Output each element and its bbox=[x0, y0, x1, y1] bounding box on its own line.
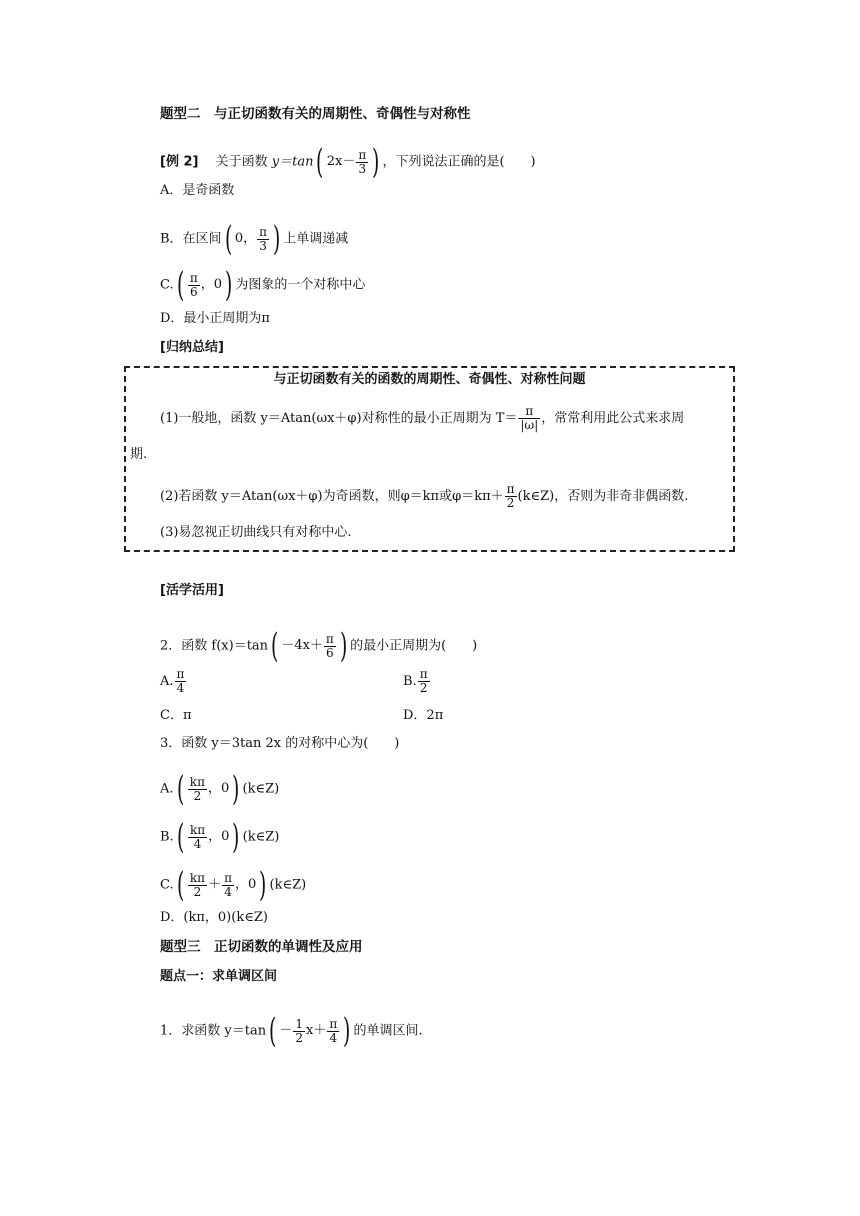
opt-c-pre: C. bbox=[160, 277, 174, 293]
plus: ＋ bbox=[208, 877, 222, 892]
num: π bbox=[325, 631, 334, 646]
zero: ，0 bbox=[207, 781, 230, 796]
num: π bbox=[506, 482, 515, 496]
q3-option-a bbox=[160, 769, 280, 809]
summary-point-1-cont: 期. bbox=[130, 447, 148, 462]
zero: ，0 bbox=[200, 277, 223, 292]
den: 4 bbox=[188, 837, 207, 851]
den: 3 bbox=[257, 239, 269, 253]
k-in-z: (k∈Z) bbox=[242, 829, 280, 845]
q2-option-c: C．π bbox=[160, 708, 192, 723]
fraction bbox=[188, 776, 207, 803]
q3-option-d: D．(kπ，0)(k∈Z) bbox=[160, 910, 268, 925]
fraction bbox=[356, 149, 368, 176]
option-c bbox=[160, 265, 366, 305]
den: 2 bbox=[295, 1030, 304, 1045]
fraction bbox=[188, 272, 200, 299]
num: 1 bbox=[295, 1016, 304, 1031]
den: 6 bbox=[188, 285, 200, 299]
q3-option-b bbox=[160, 817, 280, 857]
fraction bbox=[188, 824, 207, 851]
q2-option-a bbox=[160, 668, 187, 695]
fraction bbox=[327, 1018, 339, 1045]
fraction bbox=[518, 405, 540, 432]
minus: － bbox=[279, 1023, 293, 1038]
den: 3 bbox=[356, 162, 368, 176]
opt-label: C. bbox=[160, 877, 174, 893]
paren-expr: ( $\frac{k\pi}{2}$ ，0 ) bbox=[176, 769, 240, 809]
zero: ，0 bbox=[208, 829, 230, 844]
fraction bbox=[222, 872, 234, 899]
num: kπ bbox=[189, 774, 205, 789]
den: 4 bbox=[175, 681, 187, 695]
q3-option-c bbox=[160, 865, 307, 905]
opt-label: B. bbox=[403, 674, 417, 689]
summary-label: [归纳总结] bbox=[160, 340, 224, 355]
x-plus: x＋ bbox=[306, 1023, 327, 1038]
arg: 2x－ bbox=[326, 154, 356, 169]
opt-label: B. bbox=[160, 829, 174, 845]
option-b bbox=[160, 219, 349, 259]
num: π bbox=[224, 870, 232, 885]
q1-post: 的单调区间. bbox=[353, 1023, 423, 1039]
arg: －4x＋ bbox=[281, 638, 323, 653]
fraction bbox=[257, 226, 269, 253]
paren-expr: ( －4x＋ $\frac{\pi}{6}$ ) bbox=[271, 626, 348, 666]
num: π bbox=[525, 404, 534, 418]
opt-label: A. bbox=[160, 674, 174, 689]
p1-a: (1)一般地，函数 y＝Atan(ωx＋φ)对称性的最小正周期为 T＝ bbox=[160, 411, 518, 426]
opt-b-post: 上单调递减 bbox=[283, 231, 349, 247]
fraction bbox=[188, 872, 207, 899]
num: π bbox=[419, 667, 428, 681]
num: π bbox=[189, 270, 198, 285]
paren-expr: ( $\frac{k\pi}{4}$ ，0 ) bbox=[176, 817, 240, 857]
question-2-stem bbox=[160, 626, 478, 666]
num: π bbox=[329, 1016, 338, 1031]
section-title-3: 题型三 正切函数的单调性及应用 bbox=[160, 939, 363, 955]
paren-expr: ( $\frac{\pi}{6}$ ，0 ) bbox=[176, 265, 233, 305]
den: 4 bbox=[327, 1031, 339, 1045]
question-1-stem bbox=[160, 1011, 423, 1051]
den: 2 bbox=[418, 681, 430, 695]
stem-pre: 关于函数 bbox=[215, 154, 272, 170]
k-in-z: (k∈Z) bbox=[242, 781, 280, 797]
num: π bbox=[259, 224, 267, 239]
den: 6 bbox=[324, 646, 336, 660]
fraction bbox=[418, 668, 430, 695]
q2-option-b bbox=[403, 668, 431, 695]
question-3-stem: 3．函数 y＝3tan 2x 的对称中心为( ) bbox=[160, 736, 400, 751]
paren-expr: ( 2x－ $\frac{\pi}{3}$ ) bbox=[316, 142, 380, 182]
option-d: D．最小正周期为π bbox=[160, 311, 270, 326]
fraction bbox=[175, 668, 187, 695]
example-2-stem bbox=[160, 142, 536, 182]
stem-post: ，下列说法正确的是( ) bbox=[382, 154, 536, 170]
p1-b: ，常常利用此公式来求周 bbox=[541, 411, 685, 426]
opt-label: A. bbox=[160, 781, 174, 797]
p2-a: (2)若函数 y＝Atan(ωx＋φ)为奇函数，则φ＝kπ或φ＝kπ＋ bbox=[160, 489, 504, 504]
summary-box-title: 与正切函数有关的函数的周期性、奇偶性、对称性问题 bbox=[273, 372, 586, 387]
zero: ，0 bbox=[234, 877, 257, 892]
summary-point-2 bbox=[160, 483, 688, 510]
p2-b: (k∈Z)，否则为非奇非偶函数. bbox=[517, 489, 689, 504]
fraction bbox=[324, 633, 336, 660]
summary-point-3: (3)易忽视正切曲线只有对称中心. bbox=[160, 525, 352, 540]
den: |ω| bbox=[520, 418, 539, 432]
opt-b-pre: B．在区间 bbox=[160, 231, 222, 247]
paren-expr: ( 0， $\frac{\pi}{3}$ ) bbox=[224, 219, 281, 259]
fraction bbox=[293, 1018, 305, 1045]
example-tag: [例 2] bbox=[160, 154, 199, 170]
k-in-z: (k∈Z) bbox=[269, 877, 307, 893]
q2-pre: 2．函数 f(x)＝tan bbox=[160, 638, 269, 654]
q1-pre: 1．求函数 y＝tan bbox=[160, 1023, 267, 1039]
den: 2 bbox=[505, 496, 517, 510]
q2-post: 的最小正周期为( ) bbox=[350, 638, 478, 654]
paren-expr: ( $\frac{k\pi}{2}$ ＋ $\frac{\pi}{4}$ ，0 ) bbox=[176, 865, 267, 905]
num: kπ bbox=[189, 822, 206, 837]
practice-label: [活学活用] bbox=[160, 583, 224, 598]
option-a: A．是奇函数 bbox=[160, 183, 235, 198]
opt-c-post: 为图象的一个对称中心 bbox=[235, 277, 366, 293]
num: π bbox=[358, 147, 367, 162]
fraction bbox=[505, 483, 517, 510]
den: 2 bbox=[188, 789, 207, 803]
q2-option-d: D．2π bbox=[403, 708, 444, 723]
summary-point-1 bbox=[160, 405, 684, 432]
den: 2 bbox=[188, 885, 207, 899]
num: π bbox=[176, 667, 185, 681]
num: kπ bbox=[189, 870, 206, 885]
paren-expr: ( － $\frac{1}{2}$ x＋ $\frac{\pi}{4}$ ) bbox=[269, 1011, 351, 1051]
zero: 0， bbox=[234, 231, 257, 246]
fn-prefix: y＝tan bbox=[271, 154, 314, 170]
section-title-2: 题型二 与正切函数有关的周期性、奇偶性与对称性 bbox=[160, 106, 471, 122]
den: 4 bbox=[222, 885, 234, 899]
point-1-title: 题点一：求单调区间 bbox=[160, 969, 278, 984]
